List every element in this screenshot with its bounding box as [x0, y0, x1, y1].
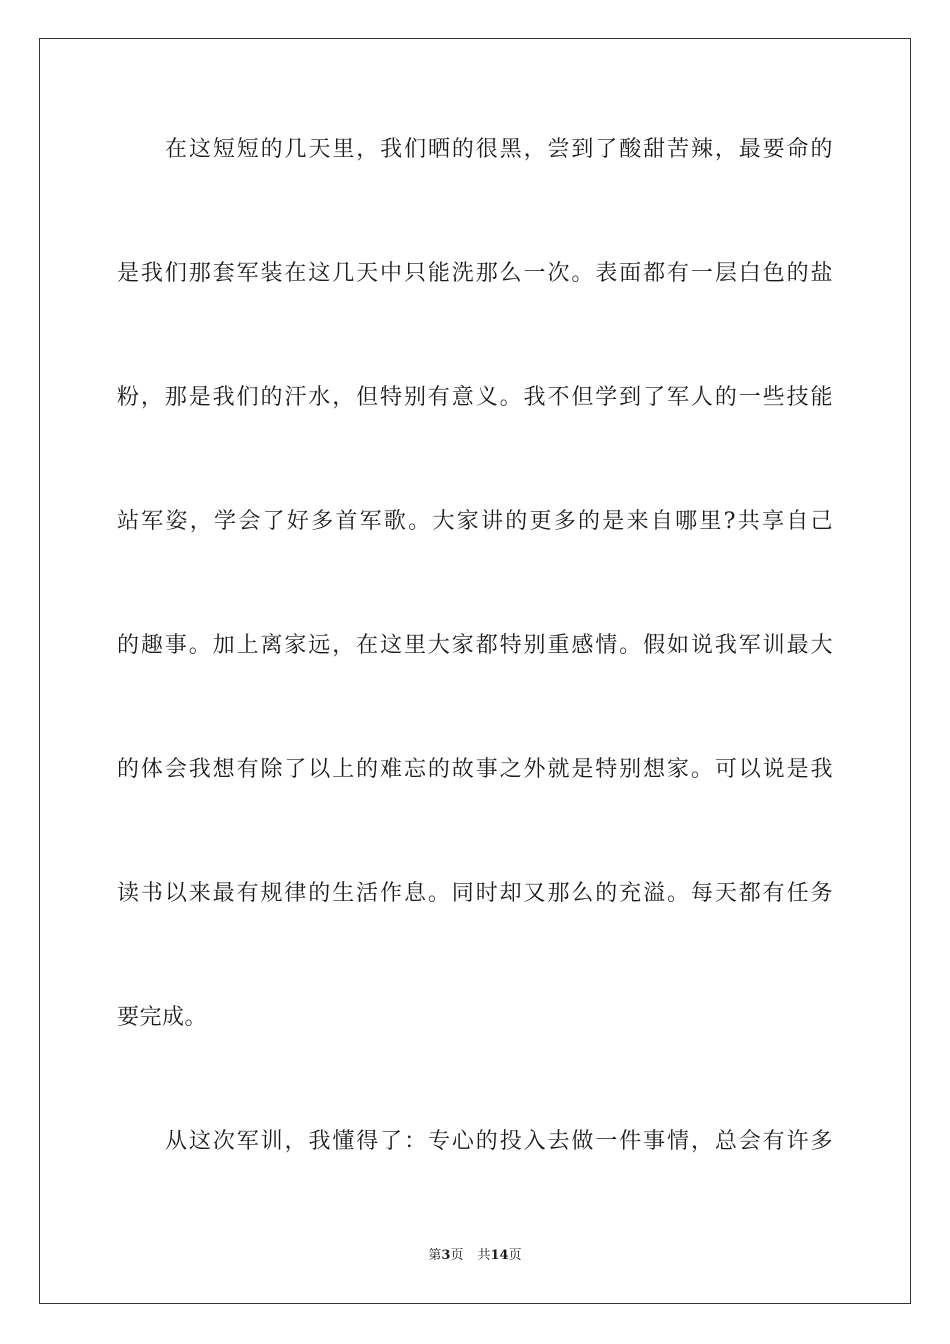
page-footer [0, 1247, 950, 1265]
footer-total-suffix: 页 [508, 1248, 522, 1263]
paragraph-line: 要完成。 [117, 1005, 208, 1030]
footer-page-suffix: 页 [450, 1248, 464, 1263]
paragraph-line: 粉，那是我们的汗水，但特别有意义。我不但学到了军人的一些技能 [117, 385, 833, 410]
paragraph-line: 的趣事。加上离家远，在这里大家都特别重感情。假如说我军训最大 [117, 633, 833, 658]
paragraph-line: 站军姿，学会了好多首军歌。大家讲的更多的是来自哪里?共享自己 [117, 509, 833, 534]
paragraph-line: 从这次军训，我懂得了：专心的投入去做一件事情，总会有许多 [165, 1129, 833, 1154]
page-border [39, 38, 911, 1304]
footer-page-prefix: 第 [428, 1248, 442, 1263]
footer-total-prefix: 共 [477, 1248, 491, 1263]
paragraph-line: 是我们那套军装在这几天中只能洗那么一次。表面都有一层白色的盐 [117, 261, 833, 286]
paragraph-line: 读书以来最有规律的生活作息。同时却又那么的充溢。每天都有任务 [117, 881, 833, 906]
footer-total-pages: 14 [490, 1248, 509, 1263]
paragraph-line: 的体会我想有除了以上的难忘的故事之外就是特别想家。可以说是我 [117, 757, 833, 782]
paragraph-line: 在这短短的几天里，我们晒的很黑，尝到了酸甜苦辣，最要命的 [165, 137, 833, 162]
footer-page-number: 3 [441, 1248, 451, 1263]
